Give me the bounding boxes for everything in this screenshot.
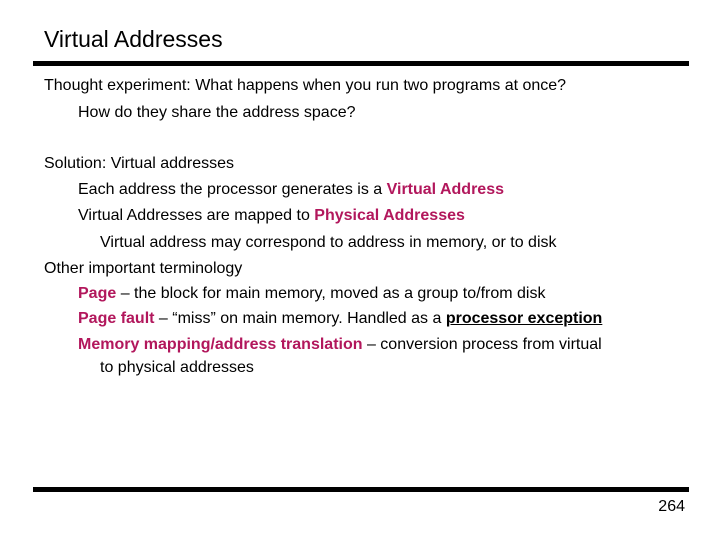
memory-mapping-continuation: to physical addresses <box>100 359 254 376</box>
page-definition: – the block for main memory, moved as a group to/from disk <box>116 285 546 302</box>
page-fault-definition: – “miss” on main memory. Handled as a <box>154 310 446 327</box>
page-number: 264 <box>658 498 685 515</box>
page-definition-line <box>78 284 545 304</box>
processor-exception-term: processor exception <box>445 310 603 327</box>
virtual-address-term: Virtual Address <box>386 181 504 198</box>
footer-divider <box>33 487 689 492</box>
address-space-question: How do they share the address space? <box>78 104 356 121</box>
memory-or-disk-line: Virtual address may correspond to address in memory, or to disk <box>100 234 557 251</box>
title-divider <box>33 61 689 66</box>
memory-mapping-term: Memory mapping/address translation <box>78 336 363 353</box>
page-fault-line <box>78 309 602 329</box>
page-term: Page <box>78 285 117 302</box>
physical-address-term: Physical Addresses <box>314 207 465 224</box>
slide-title: Virtual Addresses <box>44 26 223 52</box>
solution-line: Solution: Virtual addresses <box>44 155 235 172</box>
physical-address-line <box>78 206 465 226</box>
physical-address-text: Virtual Addresses are mapped to <box>78 207 315 224</box>
thought-experiment-line: Thought experiment: What happens when you run two programs at once? <box>44 77 567 94</box>
memory-mapping-line <box>78 335 602 355</box>
virtual-address-line <box>78 180 504 200</box>
page-fault-term: Page fault <box>78 310 155 327</box>
virtual-address-text: Each address the processor generates is a <box>78 181 387 198</box>
memory-mapping-definition: – conversion process from virtual <box>362 336 602 353</box>
terminology-heading: Other important terminology <box>44 260 243 277</box>
